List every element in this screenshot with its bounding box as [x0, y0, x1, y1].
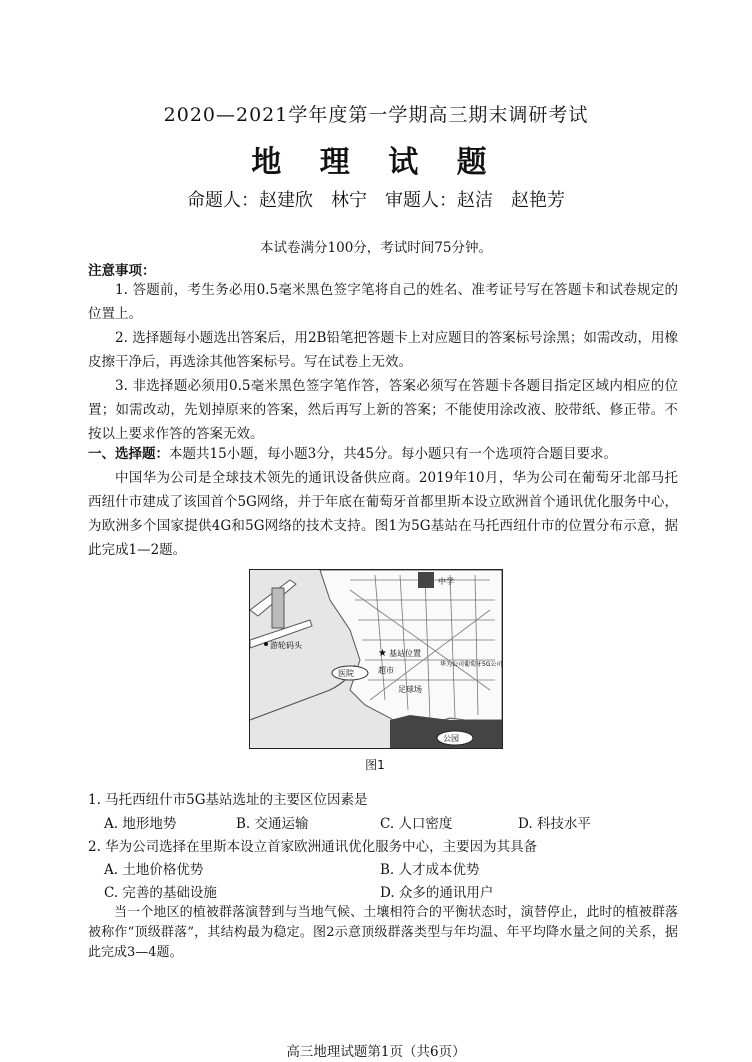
q2-option-d: D. 众多的通讯用户 — [380, 885, 494, 901]
school-block — [418, 572, 434, 588]
q1-option-b: B. 交通运输 — [236, 816, 309, 832]
notice-heading: 注意事项： — [88, 263, 156, 279]
map-graphic — [250, 570, 502, 748]
notice-item: 1. 答题前，考生务必用0.5毫米黑色签字笔将自己的姓名、准考证号写在答题卡和试卷规定的位置上。 — [88, 282, 678, 322]
exam-title: 2020—2021学年度第一学期高三期末调研考试 — [163, 104, 589, 126]
subject-title: 地 理 试 题 — [251, 145, 501, 180]
page-footer: 高三地理试题第1页（共6页） — [286, 1044, 466, 1060]
section1-heading: 一、选择题： — [88, 446, 169, 462]
figure-1-caption: 图1 — [365, 758, 385, 772]
section1-description: 本题共15小题，每小题3分，共45分。每小题只有一个选项符合题目要求。 — [169, 446, 617, 462]
notice-list — [88, 278, 678, 446]
passage-1: 中国华为公司是全球技术领先的通讯设备供应商。2019年10月，华为公司在葡萄牙北部马托西纽什市建成了该国首个5G网络，并于年底在葡萄牙首都里斯本设立欧洲首个通讯优化服务中心，为欧洲多个国家提供4G和5G网络的技术支持。图1为5G基站在马托西纽什市的位置分布示意，据此完成1—2题。 — [88, 470, 678, 558]
station-star-icon: ★ — [378, 648, 387, 659]
notice-item: 3. 非选择题必须用0.5毫米黑色签字笔作答，答案必须写在答题卡各题目指定区域内相应的位置；如需改动，先划掉原来的答案，然后再写上新的答案；不能使用涂改液、胶带纸、修正带。不按以上要求作答的答案无效。 — [88, 378, 678, 442]
hospital-label: 医院 — [338, 669, 354, 678]
station-label: 基站位置 — [389, 649, 421, 658]
q1-option-a: A. 地形地势 — [104, 816, 177, 832]
school-label: 中学 — [438, 577, 454, 586]
notice-item: 2. 选择题每小题选出答案后，用2B铅笔把答题卡上对应题目的答案标号涂黑；如需改动，用橡皮擦干净后，再选涂其他答案标号。写在试卷上无效。 — [88, 330, 678, 370]
company-label: 华为公司葡萄牙5G公司 — [440, 661, 502, 668]
q2-option-a: A. 土地价格优势 — [104, 862, 204, 878]
supermarket-label: 超市 — [378, 666, 394, 675]
figure-1-map — [249, 569, 503, 749]
q2-option-c: C. 完善的基础设施 — [104, 885, 217, 901]
authors-line: 命题人：赵建欣 林宁 审题人：赵洁 赵艳芳 — [187, 190, 565, 211]
q1-option-d: D. 科技水平 — [518, 816, 591, 832]
question-1-stem: 1. 马托西纽什市5G基站选址的主要区位因素是 — [88, 792, 368, 808]
passage-2: 当一个地区的植被群落演替到与当地气候、土壤相符合的平衡状态时，演替停止，此时的植被群落被称作“顶级群落”，其结构最为稳定。图2示意顶级群落类型与年均温、年平均降水量之间的关系，据此完成3—4题。 — [88, 905, 678, 960]
section1-header — [88, 442, 678, 466]
q2-option-b: B. 人才成本优势 — [380, 862, 480, 878]
score-line: 本试卷满分100分，考试时间75分钟。 — [260, 240, 492, 256]
question-2-stem: 2. 华为公司选择在里斯本设立首家欧洲通讯优化服务中心，主要因为其具备 — [88, 839, 538, 855]
dock — [272, 588, 284, 628]
pier-marker — [264, 642, 268, 646]
stadium-label: 足球场 — [398, 685, 422, 694]
q1-option-c: C. 人口密度 — [380, 816, 453, 832]
pier-label: 游轮码头 — [270, 641, 302, 650]
park-label: 公园 — [443, 734, 459, 743]
